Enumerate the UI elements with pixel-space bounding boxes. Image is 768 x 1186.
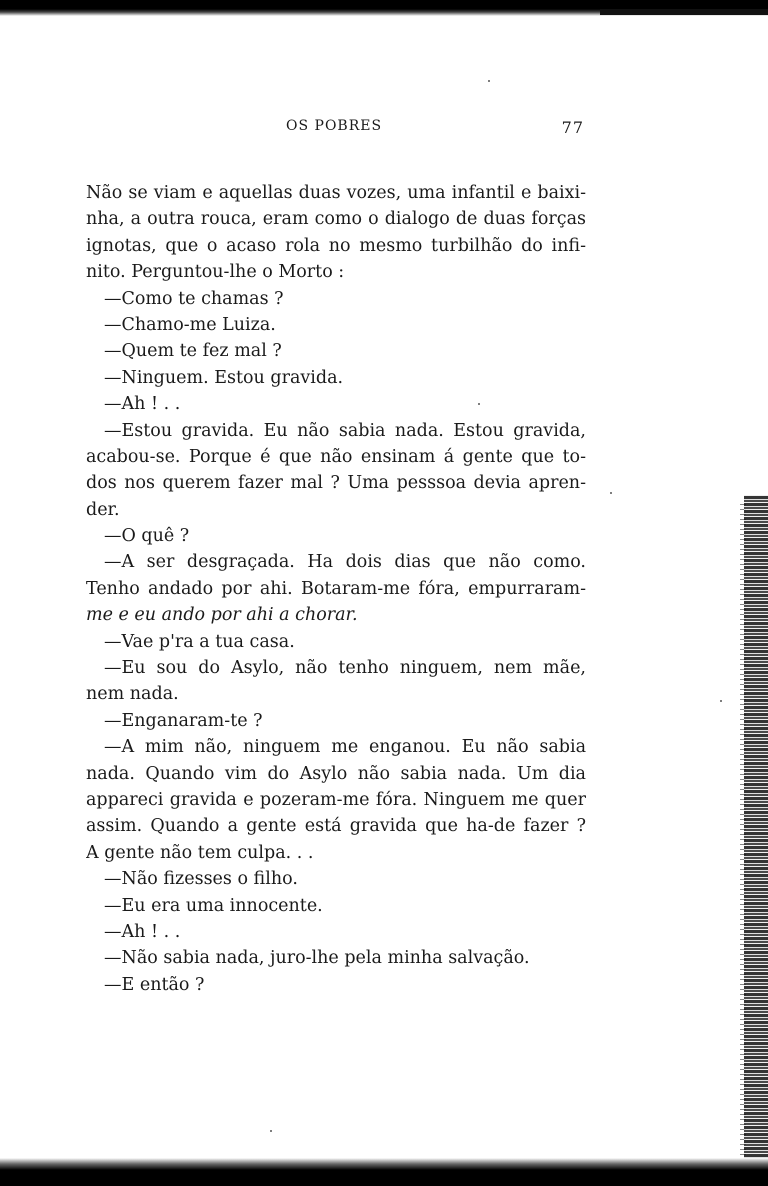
text-line: nada. Quando vim do Asylo não sabia nada. Um dia [86, 763, 586, 784]
text-line: dos nos querem fazer mal ? Uma pesssoa devia apren- [86, 473, 586, 494]
scan-speck [610, 492, 612, 494]
dialogue-line: —E então ? [104, 974, 205, 995]
text-line: der. [86, 499, 120, 520]
dialogue-line: —Não sabia nada, juro-lhe pela minha salvação. [104, 948, 530, 969]
dialogue-line: —Estou gravida. Eu não sabia nada. Estou gravida, [104, 420, 586, 441]
running-title: OS POBRES [286, 118, 383, 134]
dialogue-line: —Ninguem. Estou gravida. [104, 367, 344, 388]
dialogue-line: —O quê ? [104, 526, 190, 547]
text-line: appareci gravida e pozeram-me fóra. Ninguem me quer [86, 789, 586, 810]
dialogue-line: —Como te chamas ? [104, 288, 284, 309]
scan-speck [488, 80, 490, 82]
dialogue-line: —Quem te fez mal ? [104, 341, 282, 362]
text-line: assim. Quando a gente está gravida que ha-de fazer ? [86, 816, 586, 837]
text-line: Tenho andado por ahi. Botaram-me fóra, empurraram- [86, 578, 586, 599]
dialogue-line: —Vae p'ra a tua casa. [104, 631, 295, 652]
dialogue-line: —Enganaram-te ? [104, 710, 263, 731]
scan-speck [720, 700, 722, 702]
dialogue-line: —A mim não, ninguem me enganou. Eu não sabia [104, 737, 586, 758]
text-line: Não se viam e aquellas duas vozes, uma infantil e baixi- [86, 183, 586, 203]
text-line: acabou-se. Porque é que não ensinam á gente que to- [86, 446, 586, 467]
page-header [86, 118, 586, 140]
text-line: ignotas, que o acaso rola no mesmo turbilhão do infi- [86, 235, 586, 256]
text-line: nito. Perguntou-lhe o Morto : [86, 262, 345, 283]
page-number: 77 [561, 118, 584, 137]
text-line: nem nada. [86, 684, 179, 705]
dialogue-line: —Ah ! . . [104, 921, 181, 942]
scan-speck [270, 1130, 272, 1132]
dialogue-line: —Eu sou do Asylo, não tenho ninguem, nem mãe, [104, 658, 586, 679]
dialogue-line: —A ser desgraçada. Ha dois dias que não como. [104, 552, 586, 573]
right-page-stack [744, 495, 768, 1160]
dialogue-line: —Chamo-me Luiza. [104, 314, 276, 335]
text-line: A gente não tem culpa. . . [86, 842, 314, 863]
dialogue-line: —Ah ! . . [104, 394, 181, 415]
top-right-scan-shadow [600, 9, 768, 15]
text-line-italic: me e eu ando por ahi a chorar. [86, 605, 358, 626]
text-line: nha, a outra rouca, eram como o dialogo de duas forças [86, 209, 586, 230]
dialogue-line: —Não fizesses o filho. [104, 869, 298, 890]
body-text [86, 180, 586, 998]
dialogue-line: —Eu era uma innocente. [104, 895, 323, 916]
bottom-page-edge [0, 1158, 768, 1186]
